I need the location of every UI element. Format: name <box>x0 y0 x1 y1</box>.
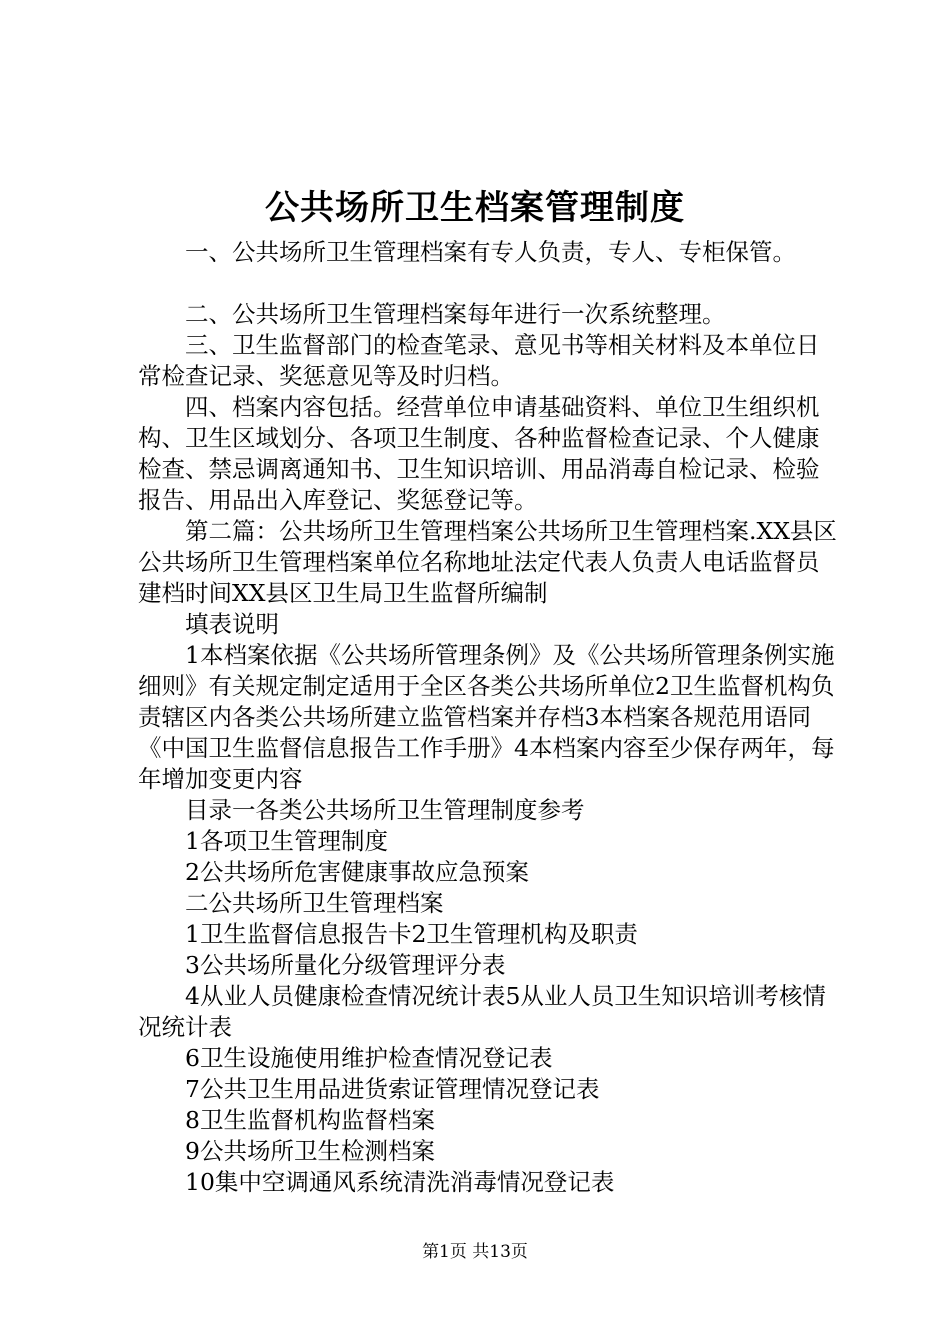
toc-line: 8卫生监督机构监督档案 <box>185 1106 435 1134</box>
toc-line: 7公共卫生用品进货索证管理情况登记表 <box>185 1075 600 1103</box>
toc-line: 1卫生监督信息报告卡2卫生管理机构及职责 <box>185 920 638 948</box>
paragraph-4: 四、档案内容包括。经营单位申请基础资料、单位卫生组织机构、卫生区域划分、各项卫生制度、各种监督检查记录、个人健康检查、禁忌调离通知书、卫生知识培训、用品消毒自检记录、检验报告、用品出入库登记、奖惩登记等。 <box>138 393 820 514</box>
toc-line: 6卫生设施使用维护检查情况登记表 <box>185 1044 553 1072</box>
paragraph-7: 1本档案依据《公共场所管理条例》及《公共场所管理条例实施细则》有关规定制定适用于全区各类公共场所单位2卫生监督机构负责辖区内各类公共场所建立监管档案并存档3本档案各规范用语同《中国卫生监督信息报告工作手册》4本档案内容至少保存两年，每年增加变更内容 <box>138 641 835 793</box>
document-title: 公共场所卫生档案管理制度 <box>265 188 685 228</box>
paragraph-5: 第二篇：公共场所卫生管理档案公共场所卫生管理档案.XX县区公共场所卫生管理档案单位名称地址法定代表人负责人电话监督员建档时间XX县区卫生局卫生监督所编制 <box>138 517 837 607</box>
toc-line: 2公共场所危害健康事故应急预案 <box>185 858 529 886</box>
page-number-footer: 第1页 共13页 <box>422 1242 528 1262</box>
toc-line: 1各项卫生管理制度 <box>185 827 388 855</box>
paragraph-1: 一、公共场所卫生管理档案有专人负责，专人、专柜保管。 <box>185 238 796 266</box>
paragraph-2: 二、公共场所卫生管理档案每年进行一次系统整理。 <box>185 300 726 328</box>
toc-line: 10集中空调通风系统清洗消毒情况登记表 <box>185 1168 615 1196</box>
toc-line: 目录一各类公共场所卫生管理制度参考 <box>185 796 585 824</box>
paragraph-3: 三、卫生监督部门的检查笔录、意见书等相关材料及本单位日常检查记录、奖惩意见等及时归档。 <box>138 331 820 390</box>
toc-line: 3公共场所量化分级管理评分表 <box>185 951 506 979</box>
toc-line: 4从业人员健康检查情况统计表5从业人员卫生知识培训考核情况统计表 <box>138 982 826 1041</box>
toc-line: 二公共场所卫生管理档案 <box>185 889 444 917</box>
toc-line: 9公共场所卫生检测档案 <box>185 1137 435 1165</box>
paragraph-6: 填表说明 <box>185 610 279 638</box>
document-body <box>138 237 838 1198</box>
